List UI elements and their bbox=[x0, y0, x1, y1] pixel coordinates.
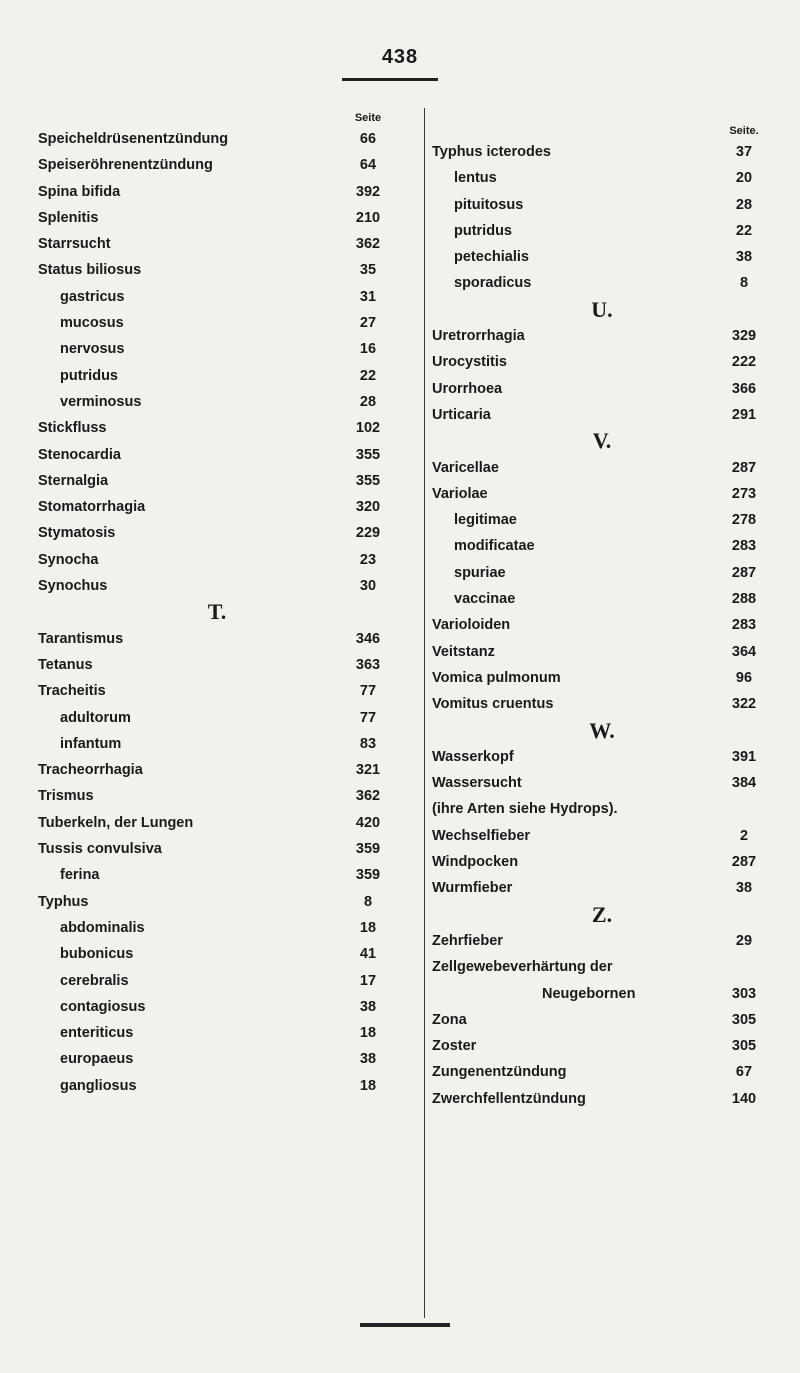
entry-term: Zellgewebeverhärtung der bbox=[432, 959, 613, 976]
entry-term: legitimae bbox=[454, 512, 517, 529]
index-entry bbox=[38, 284, 396, 310]
entry-page: 359 bbox=[355, 867, 381, 884]
index-entry bbox=[432, 533, 772, 559]
entry-term: Wasserkopf bbox=[432, 748, 514, 765]
entry-term: Stenocardia bbox=[38, 446, 121, 463]
index-entry bbox=[432, 744, 772, 770]
entry-term: Zona bbox=[432, 1011, 467, 1028]
index-entry bbox=[432, 270, 772, 296]
index-entry bbox=[38, 415, 396, 441]
index-entry bbox=[38, 573, 396, 599]
index-entry bbox=[432, 349, 772, 375]
index-entry bbox=[38, 810, 396, 836]
entry-term: Zwerchfellentzündung bbox=[432, 1090, 586, 1107]
entry-term: Stomatorrhagia bbox=[38, 499, 146, 516]
entry-term: gangliosus bbox=[60, 1077, 137, 1094]
entry-page: 22 bbox=[359, 367, 377, 384]
index-entry bbox=[38, 442, 396, 468]
entry-term: Zehrfieber bbox=[432, 932, 503, 949]
entry-term: Synocha bbox=[38, 551, 99, 568]
entry-page: 362 bbox=[355, 788, 381, 805]
index-entry bbox=[432, 244, 772, 270]
section-letter: W. bbox=[589, 717, 615, 743]
index-entry bbox=[432, 691, 772, 717]
entry-term: adultorum bbox=[60, 709, 131, 726]
index-entry bbox=[432, 981, 772, 1007]
entry-term: petechialis bbox=[454, 249, 529, 266]
index-entry bbox=[38, 626, 396, 652]
index-entry bbox=[432, 665, 772, 691]
entry-page: 38 bbox=[359, 1051, 377, 1068]
entry-page: 77 bbox=[359, 709, 377, 726]
entry-term: Starrsucht bbox=[38, 236, 111, 253]
entry-page: 18 bbox=[359, 1077, 377, 1094]
entry-term: Uretrorrhagia bbox=[432, 328, 525, 345]
entry-page: 17 bbox=[359, 972, 377, 989]
entry-term: nervosus bbox=[60, 341, 125, 358]
page-number: 438 bbox=[381, 46, 419, 68]
entry-page: 362 bbox=[355, 236, 381, 253]
index-entry bbox=[432, 1033, 772, 1059]
index-entry bbox=[432, 192, 772, 218]
index-entry bbox=[432, 376, 772, 402]
entry-term: Veitstanz bbox=[432, 643, 495, 660]
entry-term: Typhus bbox=[38, 893, 89, 910]
entry-page: 359 bbox=[355, 841, 381, 858]
entry-page: 35 bbox=[359, 262, 377, 279]
index-entry bbox=[38, 179, 396, 205]
index-entry bbox=[38, 310, 396, 336]
entry-page: 2 bbox=[739, 827, 749, 844]
index-entry bbox=[432, 796, 772, 822]
index-entry bbox=[38, 231, 396, 257]
index-entry bbox=[432, 218, 772, 244]
entry-term: Urocystitis bbox=[432, 354, 507, 371]
entry-page: 96 bbox=[735, 669, 753, 686]
index-column-left bbox=[38, 104, 396, 1099]
entry-term: Tracheitis bbox=[38, 683, 106, 700]
entry-term: contagiosus bbox=[60, 998, 146, 1015]
entry-term: Zoster bbox=[432, 1038, 477, 1055]
page-header-label: Seite. bbox=[729, 125, 759, 137]
entry-term: Varioloiden bbox=[432, 617, 511, 634]
entry-page: 16 bbox=[359, 341, 377, 358]
entry-page bbox=[716, 954, 772, 980]
index-entry bbox=[432, 639, 772, 665]
entry-term: Windpocken bbox=[432, 854, 519, 871]
index-entry bbox=[432, 139, 772, 165]
entry-term: Speiseröhrenentzündung bbox=[38, 157, 213, 174]
top-rule bbox=[342, 78, 438, 81]
entry-term: Typhus icterodes bbox=[432, 144, 551, 160]
entry-term: putridus bbox=[60, 367, 118, 384]
entry-term: Tuberkeln, der Lungen bbox=[38, 814, 194, 831]
index-entry bbox=[432, 875, 772, 901]
entry-term: Wurmfieber bbox=[432, 880, 513, 897]
index-entry bbox=[432, 1086, 772, 1112]
index-entry bbox=[432, 323, 772, 349]
entry-term: Zungenentzündung bbox=[432, 1064, 567, 1081]
index-entry bbox=[38, 126, 396, 152]
entry-term: verminosus bbox=[60, 393, 142, 410]
entry-page: 287 bbox=[731, 854, 757, 871]
section-letter: V. bbox=[592, 428, 612, 454]
entry-term: Spina bifida bbox=[38, 183, 121, 200]
entry-term: lentus bbox=[454, 170, 497, 187]
entry-page: 23 bbox=[359, 551, 377, 568]
entry-page: 18 bbox=[359, 1025, 377, 1042]
entry-page: 28 bbox=[735, 196, 753, 213]
entry-page: 210 bbox=[355, 209, 381, 226]
index-entry bbox=[38, 389, 396, 415]
index-entry bbox=[432, 1059, 772, 1085]
entry-page: 291 bbox=[731, 406, 757, 423]
entry-page: 66 bbox=[359, 131, 377, 147]
entry-page: 355 bbox=[355, 472, 381, 489]
entry-term: europaeus bbox=[60, 1051, 134, 1068]
index-entry bbox=[432, 928, 772, 954]
index-entry bbox=[38, 678, 396, 704]
entry-page: 29 bbox=[735, 932, 753, 949]
entry-term: Speicheldrüsenentzündung bbox=[38, 131, 229, 147]
entry-term: putridus bbox=[454, 222, 512, 239]
column-divider bbox=[424, 108, 425, 1318]
entry-page: 8 bbox=[739, 275, 749, 292]
entry-page: 67 bbox=[735, 1064, 753, 1081]
entry-term: Tarantismus bbox=[38, 630, 124, 647]
index-entry bbox=[38, 520, 396, 546]
entry-page: 102 bbox=[355, 420, 381, 437]
entry-page: 31 bbox=[359, 288, 377, 305]
entry-page: 77 bbox=[359, 683, 377, 700]
entry-term: Sternalgia bbox=[38, 472, 109, 489]
index-entry bbox=[38, 915, 396, 941]
entry-term: Tracheorrhagia bbox=[38, 762, 143, 779]
entry-page: 384 bbox=[731, 775, 757, 792]
section-letter: T. bbox=[207, 599, 227, 625]
entry-page: 283 bbox=[731, 538, 757, 555]
index-entry bbox=[432, 954, 772, 980]
entry-term: Urticaria bbox=[432, 406, 491, 423]
index-entry bbox=[38, 757, 396, 783]
entry-page: 38 bbox=[359, 998, 377, 1015]
entry-page: 305 bbox=[731, 1038, 757, 1055]
index-entry bbox=[38, 363, 396, 389]
entry-term: Tussis convulsiva bbox=[38, 841, 162, 858]
entry-term: Neugebornen bbox=[542, 985, 636, 1002]
entry-term: Stickfluss bbox=[38, 420, 107, 437]
entry-page: 140 bbox=[731, 1090, 757, 1107]
entry-term: Variolae bbox=[432, 485, 488, 502]
index-entry bbox=[432, 455, 772, 481]
entry-page: 287 bbox=[731, 459, 757, 476]
index-entry bbox=[38, 494, 396, 520]
index-entry bbox=[432, 1007, 772, 1033]
entry-page bbox=[716, 796, 772, 822]
entry-page: 287 bbox=[731, 564, 757, 581]
entry-page: 64 bbox=[359, 157, 377, 174]
index-rows bbox=[38, 126, 396, 1099]
entry-term: Trismus bbox=[38, 788, 94, 805]
index-entry bbox=[432, 481, 772, 507]
entry-term: sporadicus bbox=[454, 275, 532, 292]
entry-page: 18 bbox=[359, 919, 377, 936]
index-entry bbox=[38, 205, 396, 231]
index-entry bbox=[38, 941, 396, 967]
index-entry bbox=[38, 468, 396, 494]
index-entry bbox=[38, 1020, 396, 1046]
entry-page: 22 bbox=[735, 222, 753, 239]
index-entry bbox=[38, 152, 396, 178]
entry-term: bubonicus bbox=[60, 946, 134, 963]
entry-term: cerebralis bbox=[60, 972, 129, 989]
entry-page: 392 bbox=[355, 183, 381, 200]
entry-page: 38 bbox=[735, 880, 753, 897]
entry-page: 288 bbox=[731, 591, 757, 608]
entry-term: mucosus bbox=[60, 315, 124, 332]
entry-page: 30 bbox=[359, 578, 377, 595]
entry-term: (ihre Arten siehe Hydrops). bbox=[432, 801, 618, 818]
index-entry bbox=[38, 336, 396, 362]
index-entry bbox=[38, 968, 396, 994]
entry-page: 8 bbox=[363, 893, 373, 910]
entry-page: 363 bbox=[355, 656, 381, 673]
entry-page: 38 bbox=[735, 249, 753, 266]
entry-page: 222 bbox=[731, 354, 757, 371]
entry-term: abdominalis bbox=[60, 919, 145, 936]
index-entry bbox=[432, 507, 772, 533]
entry-term: enteriticus bbox=[60, 1025, 134, 1042]
entry-page: 355 bbox=[355, 446, 381, 463]
entry-page: 20 bbox=[735, 170, 753, 187]
index-entry bbox=[38, 705, 396, 731]
column-header bbox=[432, 117, 772, 139]
index-entry bbox=[432, 402, 772, 428]
index-entry bbox=[38, 1046, 396, 1072]
page-header-label: Seite bbox=[354, 112, 382, 124]
index-column-right bbox=[432, 117, 772, 1112]
index-entry bbox=[38, 257, 396, 283]
entry-term: infantum bbox=[60, 735, 122, 752]
entry-term: Vomitus cruentus bbox=[432, 696, 554, 713]
entry-page: 278 bbox=[731, 512, 757, 529]
section-letter: U. bbox=[591, 296, 613, 322]
index-entry bbox=[432, 849, 772, 875]
section-letter: Z. bbox=[591, 901, 613, 927]
index-entry bbox=[432, 612, 772, 638]
index-entry bbox=[38, 547, 396, 573]
entry-term: gastricus bbox=[60, 288, 125, 305]
index-entry bbox=[38, 994, 396, 1020]
entry-term: Wechselfieber bbox=[432, 827, 531, 844]
entry-page: 28 bbox=[359, 393, 377, 410]
index-entry bbox=[38, 862, 396, 888]
index-entry bbox=[432, 770, 772, 796]
entry-page: 27 bbox=[359, 315, 377, 332]
index-entry bbox=[432, 165, 772, 191]
entry-term: Urorrhoea bbox=[432, 380, 503, 397]
entry-term: Wassersucht bbox=[432, 775, 522, 792]
entry-page: 391 bbox=[731, 748, 757, 765]
entry-page: 420 bbox=[355, 814, 381, 831]
entry-term: pituitosus bbox=[454, 196, 524, 213]
entry-term: modificatae bbox=[454, 538, 535, 555]
entry-term: Varicellae bbox=[432, 459, 499, 476]
entry-page: 229 bbox=[355, 525, 381, 542]
index-rows bbox=[432, 139, 772, 1112]
entry-page: 83 bbox=[359, 735, 377, 752]
entry-page: 364 bbox=[731, 643, 757, 660]
entry-page: 320 bbox=[355, 499, 381, 516]
entry-term: Status biliosus bbox=[38, 262, 142, 279]
entry-term: Vomica pulmonum bbox=[432, 669, 561, 686]
index-entry bbox=[38, 1073, 396, 1099]
entry-page: 329 bbox=[731, 328, 757, 345]
column-header bbox=[38, 104, 396, 126]
index-entry bbox=[38, 836, 396, 862]
entry-term: ferina bbox=[60, 867, 100, 884]
bottom-rule bbox=[360, 1323, 450, 1327]
entry-page: 37 bbox=[735, 144, 753, 160]
index-entry bbox=[38, 889, 396, 915]
entry-term: vaccinae bbox=[454, 591, 516, 608]
entry-page: 283 bbox=[731, 617, 757, 634]
entry-page: 41 bbox=[359, 946, 377, 963]
entry-term: Splenitis bbox=[38, 209, 99, 226]
entry-term: spuriae bbox=[454, 564, 506, 581]
index-entry bbox=[38, 731, 396, 757]
entry-page: 321 bbox=[355, 762, 381, 779]
entry-page: 305 bbox=[731, 1011, 757, 1028]
entry-term: Synochus bbox=[38, 578, 108, 595]
entry-page: 346 bbox=[355, 630, 381, 647]
entry-term: Stymatosis bbox=[38, 525, 116, 542]
index-entry bbox=[38, 783, 396, 809]
entry-page: 322 bbox=[731, 696, 757, 713]
entry-term: Tetanus bbox=[38, 656, 93, 673]
index-entry bbox=[432, 586, 772, 612]
entry-page: 366 bbox=[731, 380, 757, 397]
index-entry bbox=[38, 652, 396, 678]
entry-page: 273 bbox=[731, 485, 757, 502]
index-entry bbox=[432, 823, 772, 849]
index-entry bbox=[432, 560, 772, 586]
entry-page: 303 bbox=[731, 985, 757, 1002]
